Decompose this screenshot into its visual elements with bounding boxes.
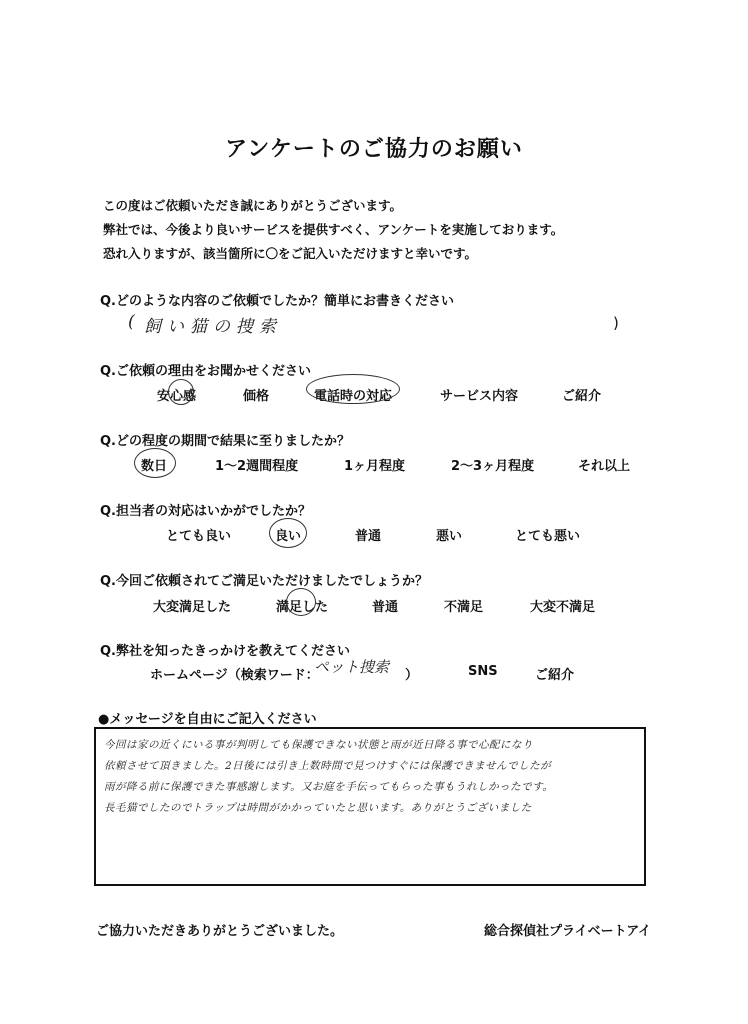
q5-selection-mark (286, 588, 316, 616)
q6-question: Q.弊社を知ったきっかけを教えてください (100, 644, 350, 659)
q4-option-bad[interactable]: 悪い (436, 529, 463, 544)
q4-option-very-good[interactable]: とても良い (166, 529, 232, 544)
q2-selection-mark (168, 379, 194, 405)
q2-option-referral[interactable]: ご紹介 (562, 389, 602, 404)
q3-option-2-3-months[interactable]: 2～3ヶ月程度 (451, 459, 535, 474)
q4-option-good[interactable]: 良い (275, 529, 302, 544)
q6-close-paren: ） (405, 668, 419, 683)
footer-company: 総合探偵社プライベートアイ (484, 924, 652, 939)
intro-line-3: 恐れ入りますが、該当箇所に〇をご記入いただけますと幸いです。 (103, 246, 478, 261)
footer-thanks: ご協力いただきありがとうございました。 (96, 924, 344, 939)
intro-line-1: この度はご依頼いただき誠にありがとうございます。 (103, 198, 403, 213)
q6-option-homepage[interactable]: ホームページ（検索ワード： (150, 668, 319, 683)
q4-option-very-bad[interactable]: とても悪い (515, 529, 581, 544)
message-line-3: 雨が降る前に保護できた事感謝します。又お庭を手伝ってもらった事もうれしかったです。 (104, 781, 554, 793)
q3-option-1-2-weeks[interactable]: 1～2週間程度 (215, 459, 299, 474)
message-line-2: 依頼させて頂きました。2日後には引き上数時間で見つけすぐには保護できませんでしたが (104, 760, 552, 772)
message-heading: ●メッセージを自由にご記入ください (98, 712, 317, 727)
q2-option-service[interactable]: サービス内容 (440, 389, 519, 404)
q5-option-very-satisfied[interactable]: 大変満足した (153, 600, 232, 615)
q6-option-referral[interactable]: ご紹介 (535, 668, 575, 683)
q2-question: Q.ご依頼の理由をお聞かせください (100, 364, 311, 379)
q1-answer[interactable]: 飼い猫の捜索 (144, 317, 282, 337)
q6-option-sns[interactable]: SNS (468, 664, 498, 679)
message-line-1: 今回は家の近くにいる事が判明しても保護できない状態と雨が近日降る事で心配になり (104, 739, 533, 751)
q5-option-normal[interactable]: 普通 (372, 600, 399, 615)
q2-option-phone-response[interactable]: 電話時の対応 (314, 389, 393, 404)
q5-option-satisfied[interactable]: 満足した (276, 600, 329, 615)
q5-option-very-dissatisfied[interactable]: 大変不満足 (530, 600, 596, 615)
q1-question: Q.どのような内容のご依頼でしたか？簡単にお書きください (100, 294, 454, 309)
q4-option-normal[interactable]: 普通 (355, 529, 382, 544)
q5-option-dissatisfied[interactable]: 不満足 (444, 600, 484, 615)
q1-close-paren: ) (613, 314, 619, 332)
q6-search-word[interactable]: ペット捜索 (314, 658, 390, 676)
q3-option-few-days[interactable]: 数日 (141, 459, 168, 474)
page-title: アンケートのご協力のお願い (225, 137, 523, 162)
message-box[interactable] (94, 727, 646, 886)
q3-option-1-month[interactable]: 1ヶ月程度 (344, 459, 406, 474)
intro-line-2: 弊社では、今後より良いサービスを提供すべく、アンケートを実施しております。 (103, 222, 564, 237)
q2-option-price[interactable]: 価格 (243, 389, 270, 404)
q4-selection-mark (269, 518, 307, 548)
q2-option-anshinkan[interactable]: 安心感 (157, 389, 197, 404)
q5-question: Q.今回ご依頼されてご満足いただけましたでしょうか？ (100, 574, 428, 589)
q2-selection-mark-2 (306, 374, 400, 404)
q1-open-paren: ( (128, 312, 135, 332)
q3-question: Q.どの程度の期間で結果に至りましたか？ (100, 434, 350, 449)
message-line-4: 長毛猫でしたのでトラップは時間がかかっていたと思います。ありがとうございました (104, 802, 532, 814)
q4-question: Q.担当者の対応はいかがでしたか？ (100, 504, 311, 519)
q3-selection-mark (134, 448, 176, 478)
q3-option-longer[interactable]: それ以上 (578, 459, 631, 474)
